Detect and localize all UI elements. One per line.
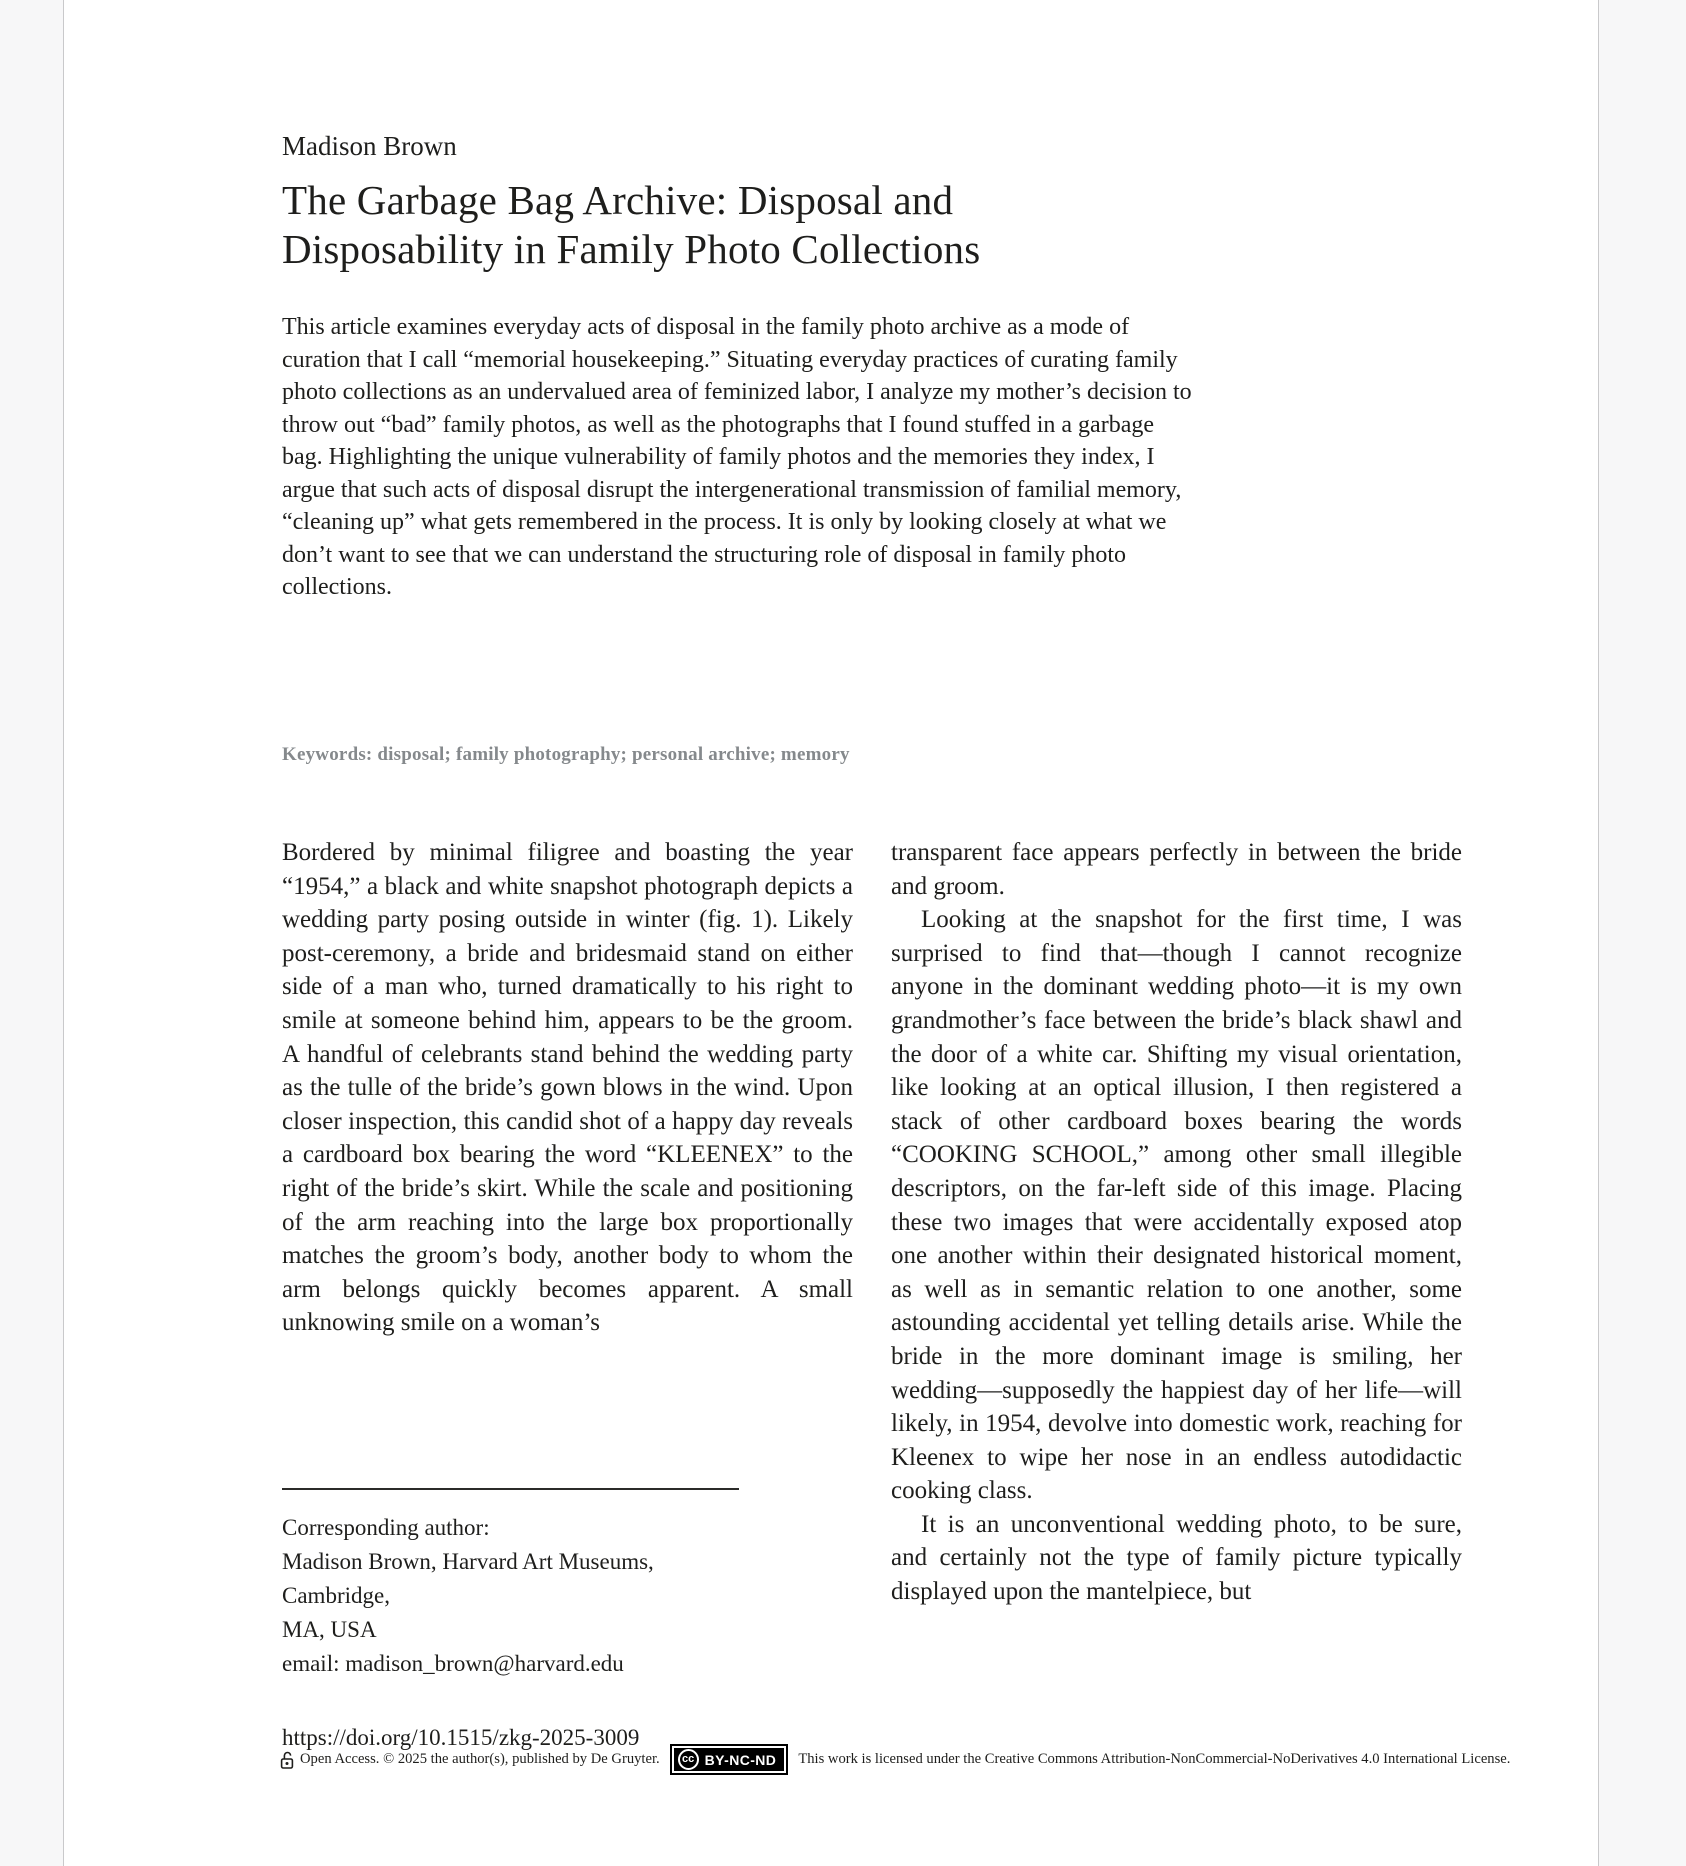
corresponding-author-heading: Corresponding author: [282, 1515, 490, 1540]
cc-icon [678, 1749, 699, 1770]
body-paragraph-2: Looking at the snapshot for the first time, I was surprised to find that—though I cannot recognize anyone in the dominant wedding photo—it is my own grandmother’s face between the bride’s black shawl and the door of a white car. Shifting my visual orientation, like looking at an optical illusion, I then registered a stack of other cardboard boxes bearing the words “COOKING SCHOOL,” among other small illegible descriptors, on the far-left side of this image. Placing these two images that were accidentally exposed atop one another within their designated historical moment, as well as in semantic relation to one another, some astounding accidental yet telling details arise. While the bride in the more dominant image is smiling, her wedding—supposedly the happiest day of her life—will likely, in 1954, devolve into domestic work, reaching for Kleenex to wipe her nose in an endless autodidactic cooking class. [891, 906, 1462, 1505]
body-paragraph-3: It is an unconventional wedding photo, to be sure, and certainly not the type of family picture typically displayed upon the mantelpiece, but [891, 1510, 1462, 1606]
abstract-text: This article examines everyday acts of disposal in the family photo archive as a mode of curation that I call “memorial housekeeping.” Situating everyday practices of curating family photo collections as an undervalued area of feminized labor, I analyze my mother’s decision to throw out “bad” family photos, as well as the photographs that I found stuffed in a garbage bag. Highlighting the unique vulnerability of family photos and the memories they index, I argue that such acts of disposal disrupt the intergenerational transmission of familial memory, “cleaning up” what gets remembered in the process. It is only by looking closely at what we don’t want to see that we can understand the structuring role of disposal in family photo collections. [282, 314, 1192, 600]
article-title-line-2: Disposability in Family Photo Collections [282, 226, 981, 272]
open-access-icon [280, 1749, 294, 1770]
body-paragraph-1-continued: transparent face appears perfectly in between the bride and groom. [891, 839, 1462, 900]
cc-by-nc-nd-badge [670, 1744, 789, 1775]
doi-link[interactable]: https://doi.org/10.1515/zkg-2025-3009 [282, 1725, 640, 1750]
body-column-right [891, 836, 1462, 1609]
open-access-statement: Open Access. © 2025 the author(s), published by De Gruyter. [300, 1751, 660, 1767]
keywords-line: Keywords: disposal; family photography; personal archive; memory [282, 744, 850, 765]
article-title [282, 176, 1292, 274]
corresponding-author-email: email: madison_brown@harvard.edu [282, 1651, 624, 1676]
cc-badge-label: BY-NC-ND [704, 1751, 777, 1768]
body-paragraph-1: Bordered by minimal filigree and boasting the year “1954,” a black and white snapshot photograph depicts a wedding party posing outside in winter (fig. 1). Likely post-ceremony, a bride and bridesmaid stand on either side of a man who, turned dramatically to his right to smile at someone behind him, appears to be the groom. A handful of celebrants stand behind the wedding party as the tulle of the bride’s gown blows in the wind. Upon closer inspection, this candid shot of a happy day reveals a cardboard box bearing the word “KLEENEX” to the right of the bride’s skirt. While the scale and positioning of the arm reaching into the large box proportionally matches the groom’s body, another body to whom the arm belongs quickly becomes apparent. A small unknowing smile on a woman’s [282, 839, 853, 1337]
corresponding-author-affiliation: Madison Brown, Harvard Art Museums, Cambridge, [282, 1549, 654, 1608]
corresponding-author-note [282, 1488, 739, 1755]
license-statement: This work is licensed under the Creative Commons Attribution-NonCommercial-NoDerivatives 4.0 International License. [798, 1751, 1511, 1767]
author-name: Madison Brown [282, 131, 457, 161]
article-title-line-1: The Garbage Bag Archive: Disposal and [282, 177, 954, 223]
cc-icon-letters: cc [682, 1753, 695, 1765]
corresponding-author-location: MA, USA [282, 1617, 377, 1642]
article-page [63, 0, 1599, 1866]
license-footer [280, 1744, 1550, 1775]
